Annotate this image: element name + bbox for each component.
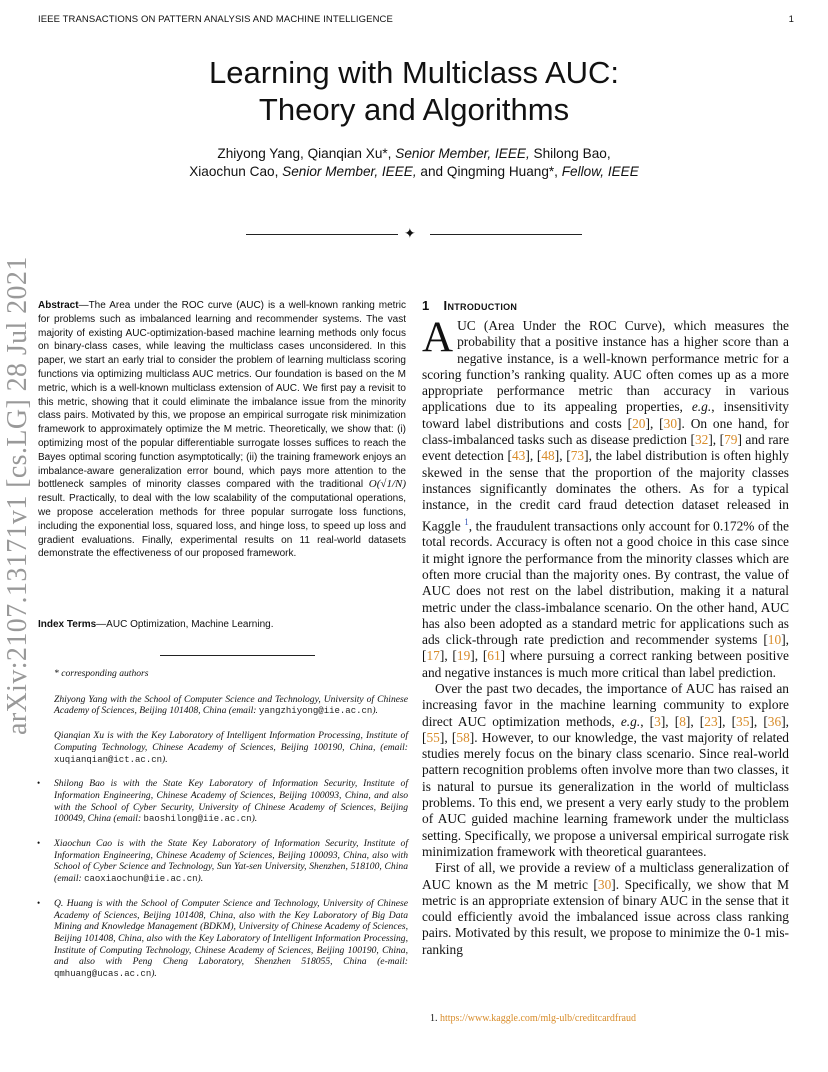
affiliation-text: Q. Huang is with the School of Computer Science and Technology, University of Chinese Academy of Sciences, Beijing 101408, China, also with the Key Laboratory of Big Data Mining and Knowledge Management (BDKM), University of Chinese Academy of Sciences, Beijing 101408, China, also with the Key Laboratory of Intelligent Information Processing, Institute of Computing Technology, Chinese Academy of Sciences, Beijing 100190, China, and also with Peng Cheng Laboratory, Shenzhen 518055, China (e-mail: (54, 897, 408, 968)
running-head (38, 14, 794, 25)
affiliation-end: ). (372, 705, 378, 717)
bullet-icon: • (37, 838, 41, 849)
citation-link[interactable]: 61 (487, 648, 501, 664)
affiliation-end: ). (251, 813, 258, 825)
paper-title (0, 54, 828, 128)
text: , [ (640, 713, 655, 729)
citation-link[interactable]: 30 (663, 415, 678, 431)
footnote-mark-link[interactable]: 1 (464, 516, 469, 527)
citation-link[interactable]: 19 (456, 648, 471, 664)
intro-paragraph-3 (422, 860, 789, 958)
text: ], [ (422, 632, 789, 664)
author-1-role: Senior Member, IEEE, (395, 146, 530, 161)
author-3: Xiaochun Cao, (189, 164, 279, 179)
text: ], [ (470, 648, 488, 664)
text: , insensitivity toward label distributions and costs [ (422, 399, 789, 431)
email-link[interactable]: qmhuang@ucas.ac.cn (54, 969, 152, 980)
divider-line-left (246, 234, 398, 235)
text: ] where pursuing a correct ranking between positive and negative instances is much more critical than label prediction. (422, 648, 789, 680)
text: ], [ (685, 713, 705, 729)
text: ], [ (708, 432, 725, 448)
abstract-text-continued: result. Practically, to deal with the low scalability of the computational operations, we propose acceleration methods for three popular surrogate loss functions, including the exponential loss, squared loss, and hinge loss, to speed up loss and gradient evaluations. Finally, experimental results on 11 real-world datasets demonstrate the effectiveness of our proposed framework. (38, 493, 406, 560)
email-link[interactable]: baoshilong@iie.ac.cn (143, 814, 252, 825)
affiliation-item (36, 778, 408, 826)
corresponding-authors-text: * corresponding authors (54, 668, 149, 679)
section-title: Introduction (443, 298, 518, 313)
citation-link[interactable]: 3 (654, 713, 661, 729)
citation-link[interactable]: 20 (632, 415, 646, 431)
footnote-rule (160, 655, 315, 656)
text: e.g. (691, 399, 712, 415)
affiliation-end: ). (151, 968, 157, 980)
affiliation-text: Qianqian Xu is with the Key Laboratory of Intelligent Information Processing, Institute of Computing Technology, Chinese Academy of Sciences, Beijing 100190, China, (email: (54, 730, 408, 753)
author-list (0, 145, 828, 181)
email-link[interactable]: caoxiaochun@iie.ac.cn (84, 874, 198, 885)
text: ], [ (749, 713, 768, 729)
section-number: 1 (422, 298, 430, 313)
text: ], [ (660, 713, 680, 729)
text: e.g. (620, 713, 641, 729)
text: ] and rare event detection [ (422, 432, 790, 464)
intro-paragraph-1 (422, 314, 790, 681)
text: Over the past two decades, the importance of AUC has raised an increasing favor in the machine learning community to explore direct AUC optimization methods, (422, 681, 789, 729)
citation-link[interactable]: 32 (694, 432, 709, 448)
text: UC (Area Under the ROC Curve), which measures the probability that a positive instance has a higher score than a negative instance, is a well-known performance metric for a scoring function’s ranking quality. AUC often comes up as a more appropriate performance metric than accuracy in various applications due to its appealing properties, (422, 318, 789, 415)
text: ], [ (717, 713, 737, 729)
footnote-number: 1. (430, 1013, 438, 1024)
author-4-role: Fellow, IEEE (561, 164, 639, 179)
index-terms-label: Index Terms (38, 619, 97, 630)
author-3-role: Senior Member, IEEE, (282, 164, 417, 179)
author-4: and Qingming Huang*, (420, 164, 558, 179)
text: ], [ (554, 448, 571, 464)
text: ], [ (439, 648, 457, 664)
arxiv-identifier: arXiv:2107.13171v1 [cs.LG] 28 Jul 2021 (2, 256, 33, 735)
author-1: Zhiyong Yang, Qianqian Xu*, (217, 146, 392, 161)
affiliation-item (36, 694, 408, 718)
drop-cap: A (422, 314, 454, 361)
bullet-icon: • (37, 778, 41, 789)
text: , the fraudulent transactions only account for 0.172% of the total records. Accuracy is often not a good choice in this case since it might ignore the performance from the minority classes which are often more crucial than the majority ones. By contrast, the value of AUC does not rest on the label distribution, making it a natural metric under the class-imbalance scenario. On the other hand, AUC has also been adopted as a standard metric for applications such as ads click-through rate prediction and recommender systems [ (422, 518, 789, 648)
citation-link[interactable]: 36 (767, 713, 782, 729)
citation-link[interactable]: 30 (597, 876, 612, 892)
intro-paragraph-2 (422, 681, 789, 860)
text: ], [ (525, 448, 542, 464)
citation-link[interactable]: 17 (426, 648, 440, 664)
text: ]. Specifically, we show that M metric is an appropriate extension of binary AUC in the sense that it could efficiently avoid the imbalanced issue across class ranking pairs. Motivated by this result, we propose to minimize the 0-1 mis-ranking (422, 876, 789, 957)
title-divider (0, 228, 828, 242)
citation-link[interactable]: 73 (570, 448, 585, 464)
author-2: Shilong Bao, (533, 146, 611, 161)
abstract-formula: O(√1/N) (368, 478, 406, 491)
affiliation-end: ). (162, 753, 168, 765)
affiliation-end: ). (197, 873, 204, 885)
citation-link[interactable]: 43 (511, 448, 526, 464)
email-link[interactable]: xuqianqian@ict.ac.cn (54, 754, 163, 765)
title-line-1: Learning with Multiclass AUC: (208, 55, 620, 90)
affiliation-item (36, 898, 408, 981)
index-terms (38, 619, 406, 630)
corresponding-note (36, 668, 408, 680)
citation-link[interactable]: 55 (426, 729, 440, 745)
citation-link[interactable]: 35 (736, 713, 750, 729)
text: ], [ (645, 415, 664, 431)
email-link[interactable]: yangzhiyong@iie.ac.cn (258, 706, 373, 717)
affiliation-text: Shilong Bao is with the State Key Laboratory of Information Security, Institute of Information Engineering, Chinese Academy of Sciences, Beijing 100093, China, and also with the School of Cyber Security, University of Chinese Academy of Sciences, Beijing 100049, China (email: (54, 778, 408, 825)
affiliation-text: Xiaochun Cao is with the State Key Laboratory of Information Security, Institute of Information Engineering, Chinese Academy of Sciences, Beijing 100093, China, also with School of Cyber Science and Technology, Sun Yat-sen University, Shenzhen, 518100, China (email: (54, 838, 408, 885)
abstract (38, 299, 406, 561)
page-number: 1 (788, 14, 794, 25)
citation-link[interactable]: 10 (767, 632, 782, 648)
affiliation-footnotes (36, 668, 408, 993)
abstract-text: —The Area under the ROC curve (AUC) is a well-known ranking metric for problems such as imbalanced learning and recommender systems. The vast majority of existing AUC-optimization-based machine learning methods only focus on binary-class cases, while leaving the multiclass cases unconsidered. In this paper, we start an early trial to consider the problem of learning multiclass scoring functions via optimizing multiclass AUC metrics. Our foundation is based on the M metric, which is a well-known multiclass extension of AUC. We first pay a revisit to this metric, showing that it could eliminate the imbalance issue from the minority class pairs. Motivated by this, we propose an empirical surrogate risk minimization framework to approximately optimize the M metric. Theoretically, we show that: (i) optimizing most of the popular differentiable surrogate losses suffices to reach the Bayes optimal scoring function asymptotically; (ii) the training framework enjoys an imbalance-aware generalization error bound, which pays more attention to the bottleneck samples of minority classes compared with the traditional (38, 300, 406, 491)
index-terms-text: —AUC Optimization, Machine Learning. (96, 619, 274, 630)
affiliation-item (36, 730, 408, 766)
affiliation-text: Zhiyong Yang with the School of Computer Science and Technology, University of Chinese Academy of Sciences, Beijing 101408, China (email: (54, 693, 408, 717)
text: First of all, we provide a review of a multiclass generalization of AUC known as the M metric [ (422, 860, 789, 892)
text: ], [ (422, 713, 789, 745)
text: ], the label distribution is often highly skewed in the sense that the proportion of the majority classes instances significantly dominates the others. As for a typical instance, in the credit card fraud detection dataset released in Kaggle (422, 448, 789, 534)
text: ]. On one hand, for class-imbalanced tasks such as disease prediction [ (422, 415, 789, 448)
diamond-ornament-icon: ✦ (404, 226, 416, 242)
title-line-2: Theory and Algorithms (258, 92, 570, 127)
divider-line-right (430, 234, 582, 235)
abstract-label: Abstract (38, 300, 79, 311)
bullet-icon: • (37, 897, 41, 908)
section-heading (422, 298, 517, 313)
citation-link[interactable]: 23 (704, 713, 718, 729)
introduction-body (422, 314, 790, 958)
citation-link[interactable]: 58 (456, 729, 470, 745)
footnote-url-link[interactable]: https://www.kaggle.com/mlg-ulb/creditcardfraud (440, 1013, 636, 1024)
affiliation-item (36, 838, 408, 886)
journal-name: IEEE TRANSACTIONS ON PATTERN ANALYSIS AND MACHINE INTELLIGENCE (38, 14, 393, 25)
text: ]. However, to our knowledge, the vast majority of related studies merely focus on the binary class scenario. Since real-world pattern recognition problems often involve more than two classes, it is natural to pursue its generalization in the world of multiclass problems. To this end, we present a very early study to the problem of AUC guided machine learning framework under the multiclass setting. Specifically, we propose a universal empirical surrogate risk minimization framework with theoretical guarantees. (422, 729, 789, 859)
citation-link[interactable]: 8 (679, 713, 686, 729)
text: ], [ (439, 729, 457, 745)
page-footnote (430, 1013, 636, 1024)
citation-link[interactable]: 48 (541, 448, 555, 464)
citation-link[interactable]: 79 (724, 432, 738, 448)
